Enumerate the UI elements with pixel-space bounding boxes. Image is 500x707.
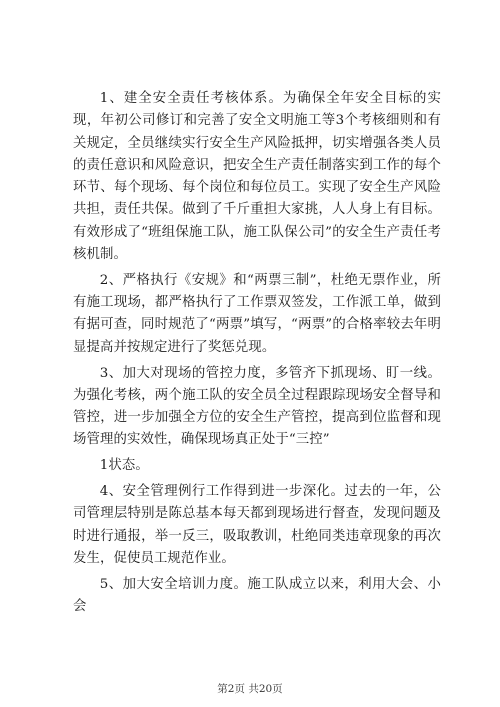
page-number-footer: 第2页 共20页 — [217, 683, 283, 695]
paragraph-4: 1状态。 — [99, 458, 149, 474]
paragraph-1: 1、建全安全责任考核体系。为确保全年安全目标的实现，年初公司修订和完善了安全文明施工等3个考核细则和有关规定，全员继续实行安全生产风险抵押，切实增强各类人员的责任意识和风险意识，把安全生产责任制落实到工作的每个环节、每个现场、每个岗位和每位员工。实现了安全生产风险共担，责任共保。做到了千斤重担大家挑，人人身上有目标。有效形成了“班组保施工队，施工队保公司”的安全生产责任考核机制。 — [73, 91, 441, 263]
paragraph-5: 4、安全管理例行工作得到进一步深化。过去的一年，公司管理层特别是陈总基本每天都到现场进行督查，发现问题及时进行通报，举一反三，吸取教训，杜绝同类违章现象的再次发生，促使员工规范作业。 — [73, 484, 441, 566]
paragraph-2: 2、严格执行《安规》和“两票三制”，杜绝无票作业，所有施工现场，都严格执行了工作票双签发，工作派工单，做到有据可查，同时规范了“两票”填写，“两票”的合格率较去年明显提高并按规定进行了奖惩兑现。 — [73, 272, 441, 355]
paragraph-3: 3、加大对现场的管控力度，多管齐下抓现场、盯一线。为强化考核，两个施工队的安全员全过程跟踪现场安全督导和管控，进一步加强全方位的安全生产管控，提高到位监督和现场管理的实效性，确保现场真正处于“三控” — [73, 365, 441, 448]
paragraph-6: 5、加大安全培训力度。施工队成立以来，利用大会、小会 — [73, 576, 441, 615]
document-body — [73, 88, 441, 618]
